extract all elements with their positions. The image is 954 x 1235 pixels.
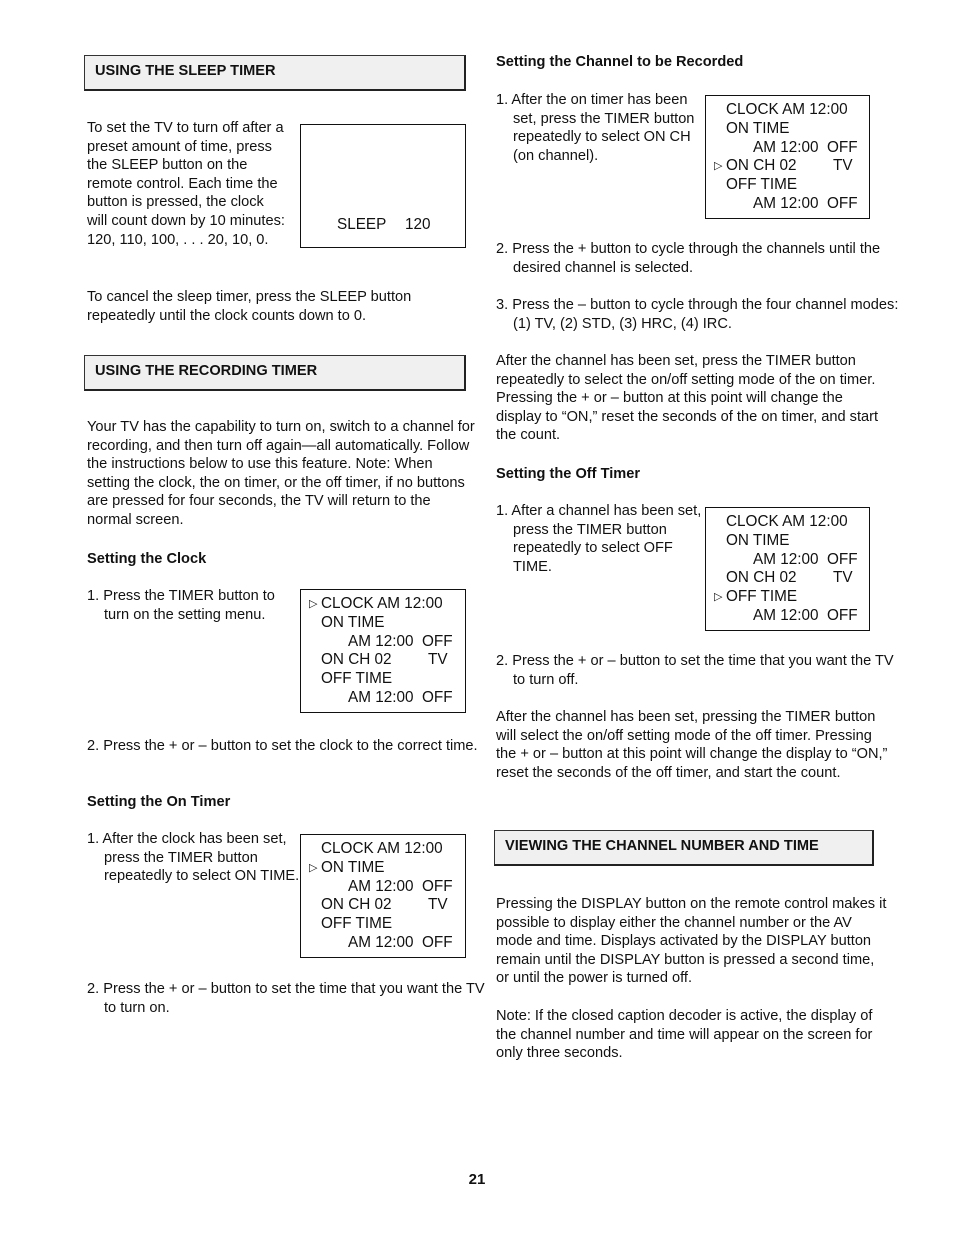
channel-recorded-heading: Setting the Channel to be Recorded — [496, 54, 744, 70]
recording-timer-heading: USING THE RECORDING TIMER — [84, 355, 466, 391]
menu-on-ch: ON CH 02 — [321, 896, 392, 914]
clock-step-1: 1. Press the TIMER button to turn on the setting menu. — [87, 588, 275, 623]
on-timer-menu-display — [300, 834, 466, 958]
on-timer-step-2: 2. Press the + or – button to set the time that you want the TV to turn on. — [87, 981, 485, 1016]
menu-on-mode: TV — [833, 157, 853, 175]
sleep-timer-heading: USING THE SLEEP TIMER — [84, 55, 466, 91]
menu-on-value: AM 12:00 OFF — [753, 138, 858, 156]
viewing-para-1: Pressing the DISPLAY button on the remote control makes it possible to display either the channel number or the AV mode and time. Displays activated by the DISPLAY button remain until the DISPLAY button is pressed a second time, or until the power is turned off. — [496, 896, 887, 987]
sleep-cancel: To cancel the sleep timer, press the SLEEP button repeatedly until the clock counts down to 0. — [87, 289, 412, 324]
viewing-heading: VIEWING THE CHANNEL NUMBER AND TIME — [494, 830, 874, 866]
menu-clock: CLOCK AM 12:00 — [726, 101, 848, 118]
menu-on-mode: TV — [833, 569, 853, 587]
menu-off-value: AM 12:00 OFF — [348, 688, 453, 706]
pointer-icon: ▷ — [309, 861, 318, 874]
menu-on-ch: ON CH 02 — [726, 569, 797, 587]
menu-off-time: OFF TIME — [321, 915, 393, 933]
sleep-value: 120 — [405, 216, 431, 233]
pointer-icon: ▷ — [714, 591, 723, 604]
menu-on-time: ON TIME — [321, 858, 385, 876]
menu-on-value: AM 12:00 OFF — [753, 550, 858, 568]
page-number: 21 — [468, 1171, 486, 1188]
channel-after: After the channel has been set, press the TIMER button repeatedly to select the on/off setting mode of the on timer. Pressing the + or – button at this point will change the display to “ON,” reset the seconds of the on timer, and start the count. — [496, 353, 879, 444]
viewing-para-2: Note: If the closed caption decoder is active, the display of the channel number and time will appear on the screen for only three seconds. — [496, 1008, 873, 1062]
clock-step-2: 2. Press the + or – button to set the clock to the correct time. — [87, 738, 478, 754]
menu-clock: CLOCK AM 12:00 — [321, 595, 443, 612]
off-timer-after: After the channel has been set, pressing the TIMER button will select the on/off setting mode of the off timer. Pressing the + or – button at this point will change the display to “ON,” reset the seconds of the off timer, and start the count. — [496, 709, 888, 781]
setting-clock-heading: Setting the Clock — [87, 551, 207, 567]
menu-off-value: AM 12:00 OFF — [753, 194, 858, 212]
menu-on-ch: ON CH 02 — [321, 651, 392, 669]
on-timer-step-1: 1. After the clock has been set, press the TIMER button repeatedly to select ON TIME. — [87, 831, 300, 885]
menu-on-value: AM 12:00 OFF — [348, 632, 453, 650]
menu-on-time: ON TIME — [321, 613, 385, 631]
off-timer-step-1: 1. After a channel has been set, press the TIMER button repeatedly to select OFF TIME. — [496, 503, 702, 575]
menu-on-value: AM 12:00 OFF — [348, 877, 453, 895]
clock-menu-display — [300, 589, 466, 713]
menu-on-ch: ON CH 02 — [726, 157, 797, 175]
off-timer-menu-display — [705, 507, 870, 631]
sleep-intro: To set the TV to turn off after a preset amount of time, press the SLEEP button on the remote control. Each time the button is pressed, the clock will count down by 10 minutes: 120, 110, 100, . . . 20, 10, 0. — [87, 120, 285, 248]
sleep-display — [300, 124, 466, 248]
menu-on-time: ON TIME — [726, 119, 790, 137]
sleep-label: SLEEP — [337, 216, 387, 233]
menu-off-value: AM 12:00 OFF — [753, 606, 858, 624]
setting-off-timer-heading: Setting the Off Timer — [496, 466, 641, 482]
menu-clock: CLOCK AM 12:00 — [321, 840, 443, 857]
menu-off-time: OFF TIME — [726, 176, 798, 194]
menu-clock: CLOCK AM 12:00 — [726, 513, 848, 530]
menu-on-time: ON TIME — [726, 531, 790, 549]
menu-on-mode: TV — [428, 651, 448, 669]
menu-on-mode: TV — [428, 896, 448, 914]
pointer-icon: ▷ — [714, 160, 723, 173]
channel-step-2: 2. Press the + button to cycle through the channels until the desired channel is selected. — [496, 241, 881, 276]
setting-on-timer-heading: Setting the On Timer — [87, 794, 231, 810]
recording-intro: Your TV has the capability to turn on, switch to a channel for recording, and then turn off again—all automatically. Follow the instructions below to use this feature. Note: When setting the clock, the on timer, or the off timer, if no buttons are pressed for four seconds, the TV will return to the normal screen. — [87, 419, 475, 528]
menu-off-time: OFF TIME — [321, 670, 393, 688]
channel-step-3: 3. Press the – button to cycle through the four channel modes: (1) TV, (2) STD, (3) HRC, (4) IRC. — [496, 297, 899, 332]
channel-step-1: 1. After the on timer has been set, press the TIMER button repeatedly to select ON CH (on channel). — [496, 92, 695, 164]
menu-off-time: OFF TIME — [726, 588, 798, 606]
pointer-icon: ▷ — [309, 598, 318, 610]
channel-menu-display — [705, 95, 870, 219]
off-timer-step-2: 2. Press the + or – button to set the time that you want the TV to turn off. — [496, 653, 894, 688]
menu-off-value: AM 12:00 OFF — [348, 933, 453, 951]
